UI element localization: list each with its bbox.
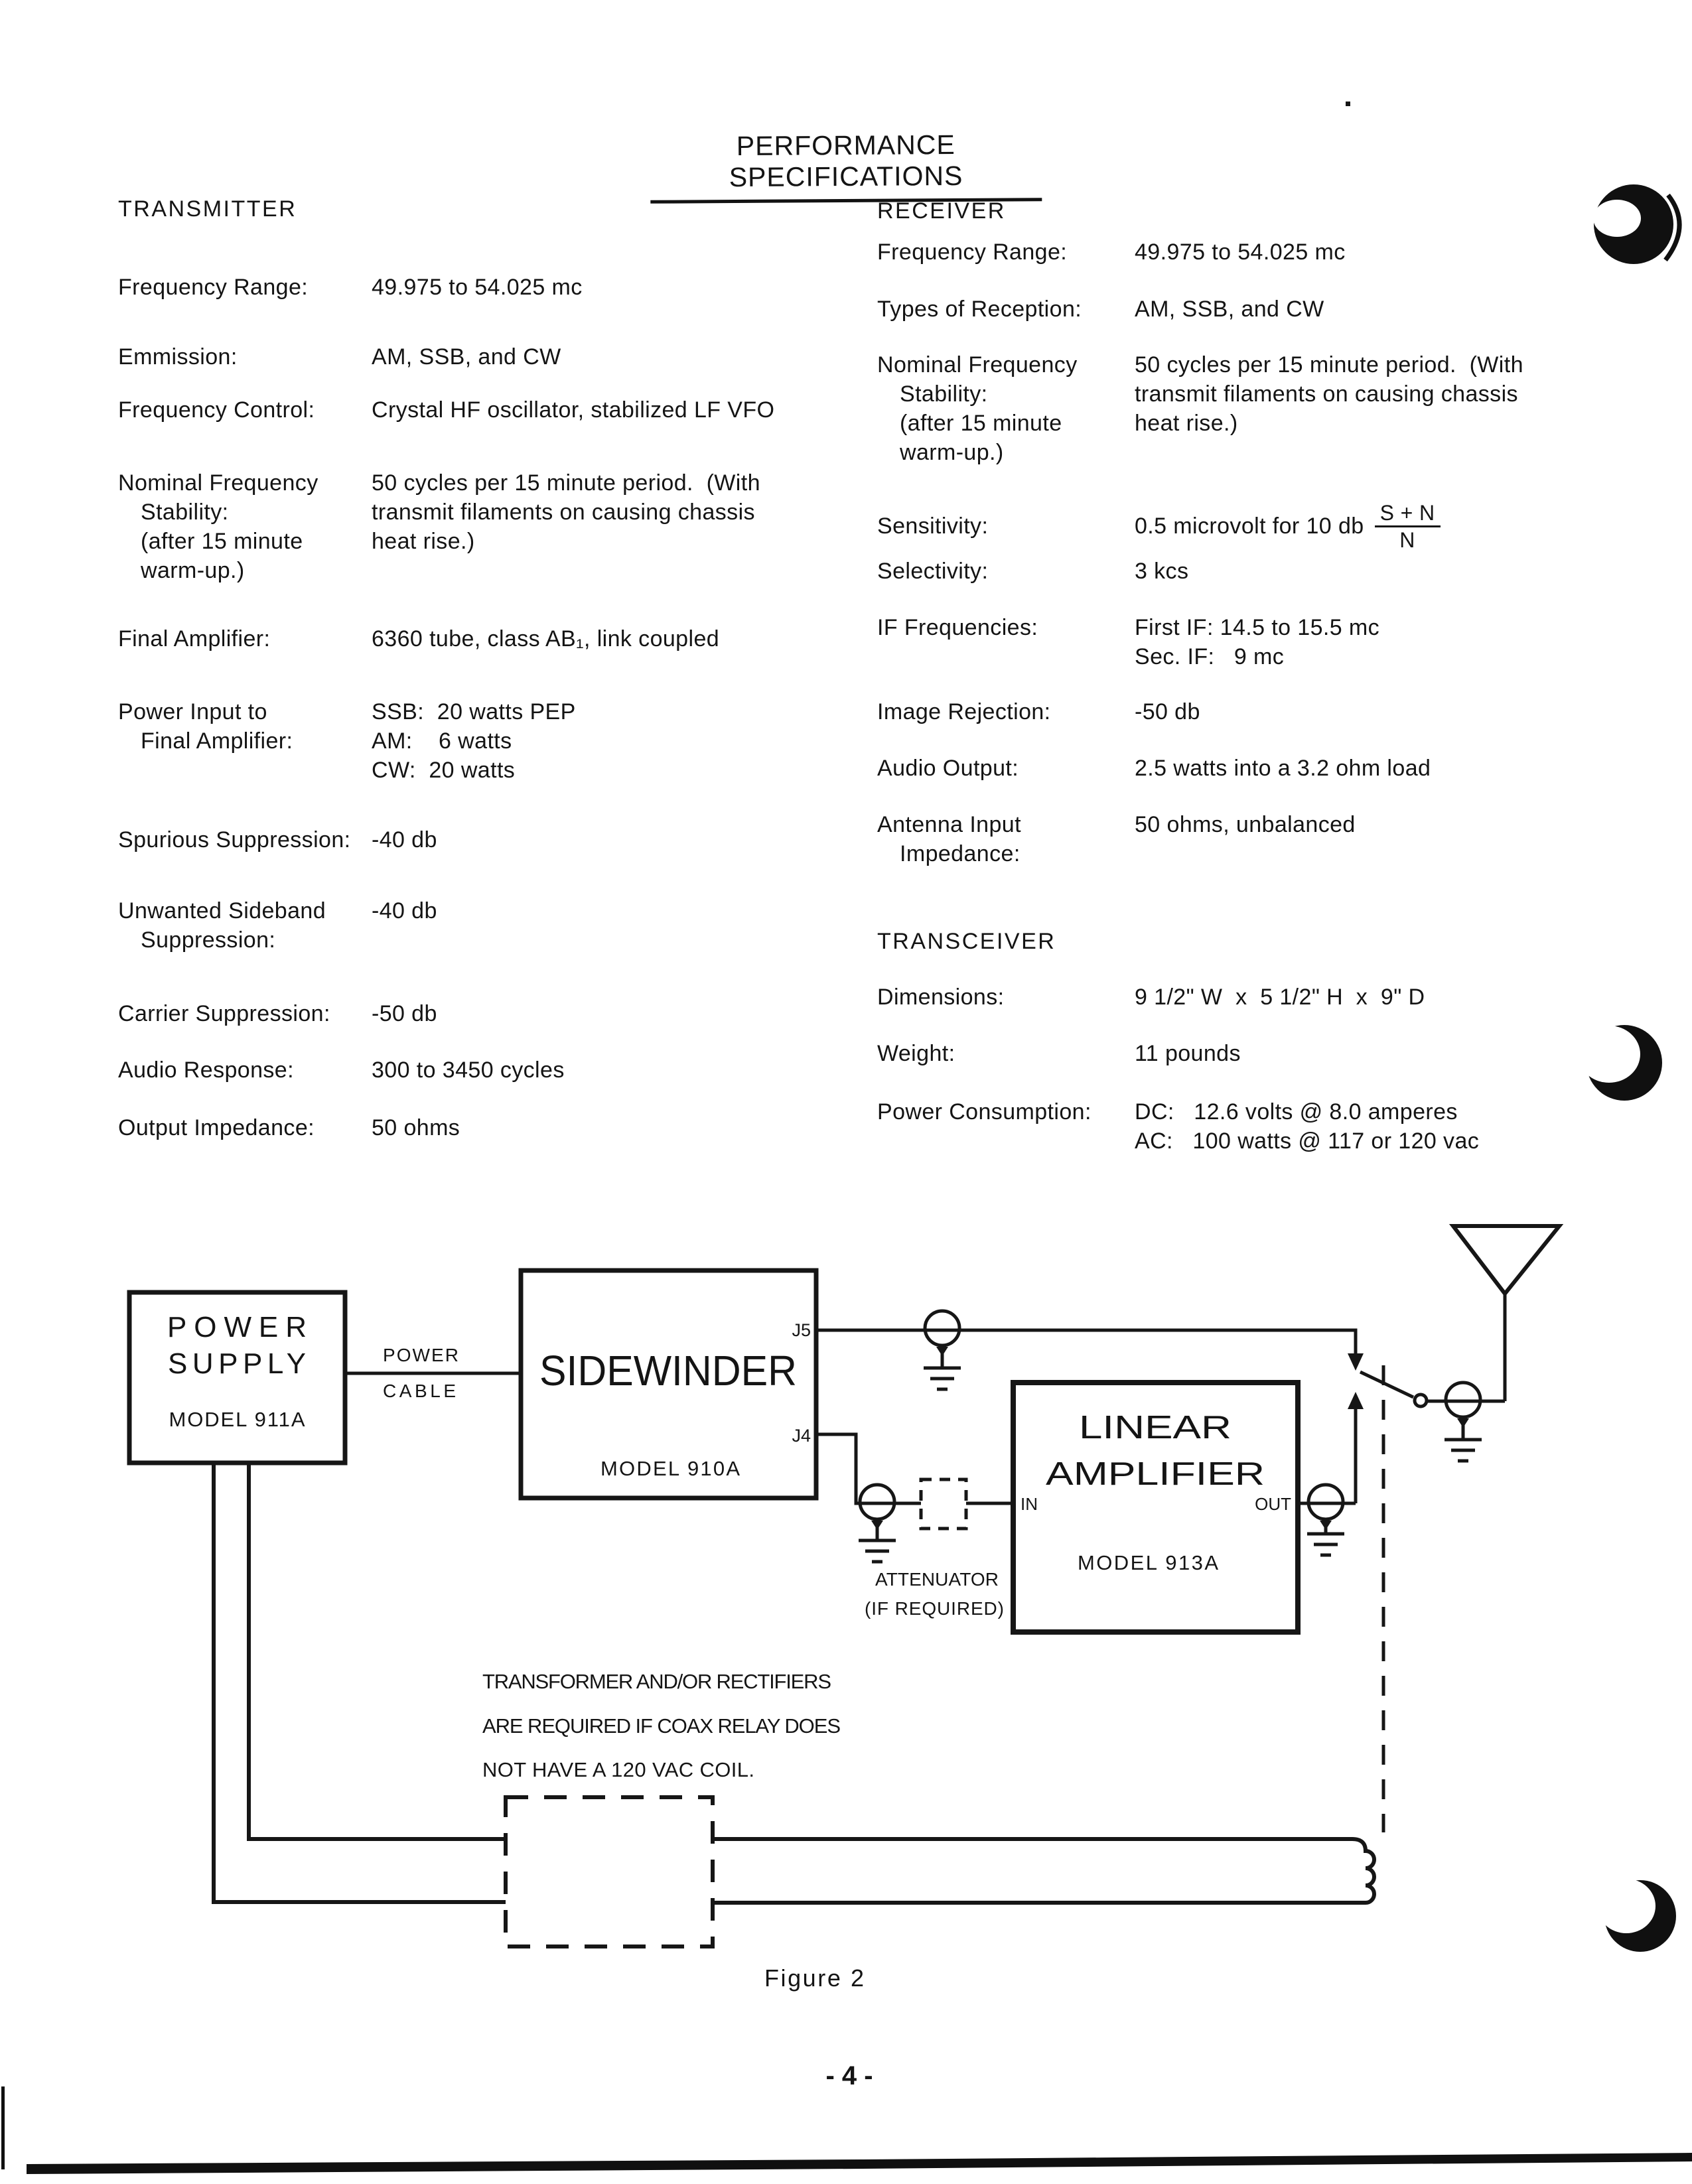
spec-value-line: -50 db <box>372 1001 437 1026</box>
spec-label-line: Final Amplifier: <box>118 626 271 651</box>
linear-amplifier-label: AMPLIFIER <box>1046 1456 1265 1492</box>
spec-value-line: 50 cycles per 15 minute period. (With <box>372 470 760 496</box>
spec-label-line: Output Impedance: <box>118 1115 315 1140</box>
spec-value-line: 50 ohms, unbalanced <box>1135 812 1356 837</box>
relay-note-line: TRANSFORMER AND/OR RECTIFIERS <box>482 1670 831 1693</box>
in-port-label: IN <box>1021 1494 1038 1514</box>
binder-hole-highlight <box>1597 1879 1656 1933</box>
spec-value-line: 11 pounds <box>1135 1041 1241 1066</box>
spec-value-line: transmit filaments on causing chassis <box>372 500 755 525</box>
sidewinder-model: MODEL 910A <box>600 1457 740 1480</box>
page-number: - 4 - <box>825 2061 873 2090</box>
switch-down-arrow-icon <box>1348 1353 1364 1371</box>
bottom-scan-line <box>27 2153 1692 2174</box>
section-heading-transmitter: TRANSMITTER <box>118 196 297 222</box>
j4-wire <box>816 1434 921 1503</box>
ground-arrow-icon <box>1320 1521 1332 1530</box>
spec-value-line: heat rise.) <box>1135 411 1238 436</box>
spec-label-line: IF Frequencies: <box>877 615 1038 640</box>
spec-label-line: Antenna Input <box>877 812 1021 837</box>
spec-label-line: Image Rejection: <box>877 699 1051 724</box>
switch-pivot-icon <box>1415 1395 1427 1406</box>
power-cable-label: POWER <box>383 1345 458 1365</box>
spec-value-line: -50 db <box>1135 699 1200 724</box>
transformer-box <box>506 1797 713 1946</box>
out-up-arrow-icon <box>1348 1392 1364 1409</box>
spec-label-line: Spurious Suppression: <box>118 827 351 853</box>
spec-value-line: 49.975 to 54.025 mc <box>372 275 583 300</box>
fraction-numerator: S + N <box>1375 500 1441 527</box>
spec-value-line: AM, SSB, and CW <box>372 344 561 370</box>
page-edge-line <box>1 2086 5 2169</box>
binder-hole-highlight <box>1578 1026 1640 1083</box>
spec-value-line: -40 db <box>372 827 437 853</box>
spec-label-line: Audio Response: <box>118 1058 294 1083</box>
spec-value-line: 300 to 3450 cycles <box>372 1058 565 1083</box>
spec-value-line: AM: 6 watts <box>372 728 512 754</box>
coax-connector-icon <box>925 1311 959 1345</box>
linear-amplifier-model: MODEL 913A <box>1078 1551 1218 1574</box>
section-heading-transceiver: TRANSCEIVER <box>877 929 1056 954</box>
spec-label-line: Frequency Range: <box>877 239 1068 265</box>
spec-label-line: Suppression: <box>141 927 276 953</box>
spec-label-line: Weight: <box>877 1041 955 1066</box>
binder-hole-highlight <box>1593 200 1641 237</box>
sensitivity-text: 0.5 microvolt for 10 db <box>1135 513 1364 539</box>
power-supply-label: SUPPLY <box>168 1347 306 1380</box>
spec-value-line: First IF: 14.5 to 15.5 mc <box>1135 615 1380 640</box>
antenna-icon <box>1453 1226 1559 1294</box>
linear-amplifier-label: LINEAR <box>1079 1410 1232 1446</box>
power-supply-label: POWER <box>167 1311 307 1343</box>
relay-note-line: NOT HAVE A 120 VAC COIL. <box>482 1758 754 1781</box>
power-supply-model: MODEL 911A <box>169 1408 305 1431</box>
spec-value-line: Sec. IF: 9 mc <box>1135 644 1285 669</box>
spec-label-line: Emmission: <box>118 344 238 370</box>
spec-label-line: Power Consumption: <box>877 1099 1092 1125</box>
spec-value-line: heat rise.) <box>372 529 475 554</box>
attenuator-label: ATTENUATOR <box>875 1569 999 1590</box>
spec-value-line: -40 db <box>372 898 437 923</box>
switch-blade <box>1360 1372 1413 1397</box>
spec-label-line: warm-up.) <box>900 440 1004 465</box>
spec-value-line: AC: 100 watts @ 117 or 120 vac <box>1135 1128 1480 1154</box>
j5-port-label: J5 <box>792 1320 811 1340</box>
ac-feed-wire-lower <box>214 1463 506 1902</box>
spec-value-line: CW: 20 watts <box>372 758 516 783</box>
spec-value-line: Crystal HF oscillator, stabilized LF VFO <box>372 397 775 423</box>
spec-label-line: Types of Reception: <box>877 297 1082 322</box>
section-heading-receiver: RECEIVER <box>877 198 1006 224</box>
spec-label-line: Impedance: <box>900 841 1021 866</box>
spec-value-line: 6360 tube, class AB₁, link coupled <box>372 626 720 651</box>
spec-value-line: 3 kcs <box>1135 559 1189 584</box>
spec-value-line: 50 ohms <box>372 1115 460 1140</box>
spec-label-line: warm-up.) <box>141 558 245 583</box>
spec-label-line: Stability: <box>141 500 229 525</box>
spec-label-line: Selectivity: <box>877 559 989 584</box>
scan-marks <box>1578 184 1679 1952</box>
ground-arrow-icon <box>1457 1418 1469 1428</box>
spec-value-line: AM, SSB, and CW <box>1135 297 1324 322</box>
figure-caption: Figure 2 <box>764 1964 864 1992</box>
spec-label-line: Carrier Suppression: <box>118 1001 330 1026</box>
spec-value-line: 9 1/2" W x 5 1/2" H x 9" D <box>1135 985 1425 1010</box>
attenuator-label: (IF REQUIRED) <box>865 1598 1004 1619</box>
spec-label-line: Nominal Frequency <box>877 352 1078 377</box>
j5-wire <box>816 1330 1356 1353</box>
spec-label-line: Final Amplifier: <box>141 728 293 754</box>
spec-value-line: SSB: 20 watts PEP <box>372 699 576 724</box>
spec-label-line: Unwanted Sideband <box>118 898 326 923</box>
relay-note-line: ARE REQUIRED IF COAX RELAY DOES <box>482 1714 841 1738</box>
spec-value-line: 50 cycles per 15 minute period. (With <box>1135 352 1523 377</box>
ground-arrow-icon <box>871 1521 883 1530</box>
arrowheads <box>871 102 1469 1530</box>
spec-label-line: (after 15 minute <box>141 529 303 554</box>
scan-speck <box>1346 102 1350 106</box>
spec-label-line: Audio Output: <box>877 756 1019 781</box>
spec-label-line: Stability: <box>900 381 988 407</box>
ac-feed-wire-upper <box>249 1463 506 1839</box>
fraction-denominator: N <box>1399 527 1415 552</box>
page-title-text: PERFORMANCE SPECIFICATIONS <box>729 129 963 193</box>
spec-label-line: Power Input to <box>118 699 267 724</box>
j4-port-label: J4 <box>792 1426 811 1446</box>
spec-value-line: DC: 12.6 volts @ 8.0 amperes <box>1135 1099 1458 1125</box>
attenuator-box <box>921 1479 966 1529</box>
power-cable-label: CABLE <box>383 1381 456 1401</box>
out-port-label: OUT <box>1255 1494 1291 1514</box>
spec-label-line: Sensitivity: <box>877 513 989 539</box>
spec-label-line: Dimensions: <box>877 985 1005 1010</box>
spec-label-line: (after 15 minute <box>900 411 1062 436</box>
spec-label-line: Frequency Control: <box>118 397 315 423</box>
spec-value-line: 2.5 watts into a 3.2 ohm load <box>1135 756 1431 781</box>
ground-arrow-icon <box>936 1347 948 1356</box>
spec-label-line: Frequency Range: <box>118 275 309 300</box>
spec-value-line: transmit filaments on causing chassis <box>1135 381 1518 407</box>
spec-label-line: Nominal Frequency <box>118 470 318 496</box>
relay-coil-icon <box>713 1839 1374 1903</box>
spec-value-line: 49.975 to 54.025 mc <box>1135 239 1346 265</box>
sidewinder-label: SIDEWINDER <box>539 1347 797 1395</box>
